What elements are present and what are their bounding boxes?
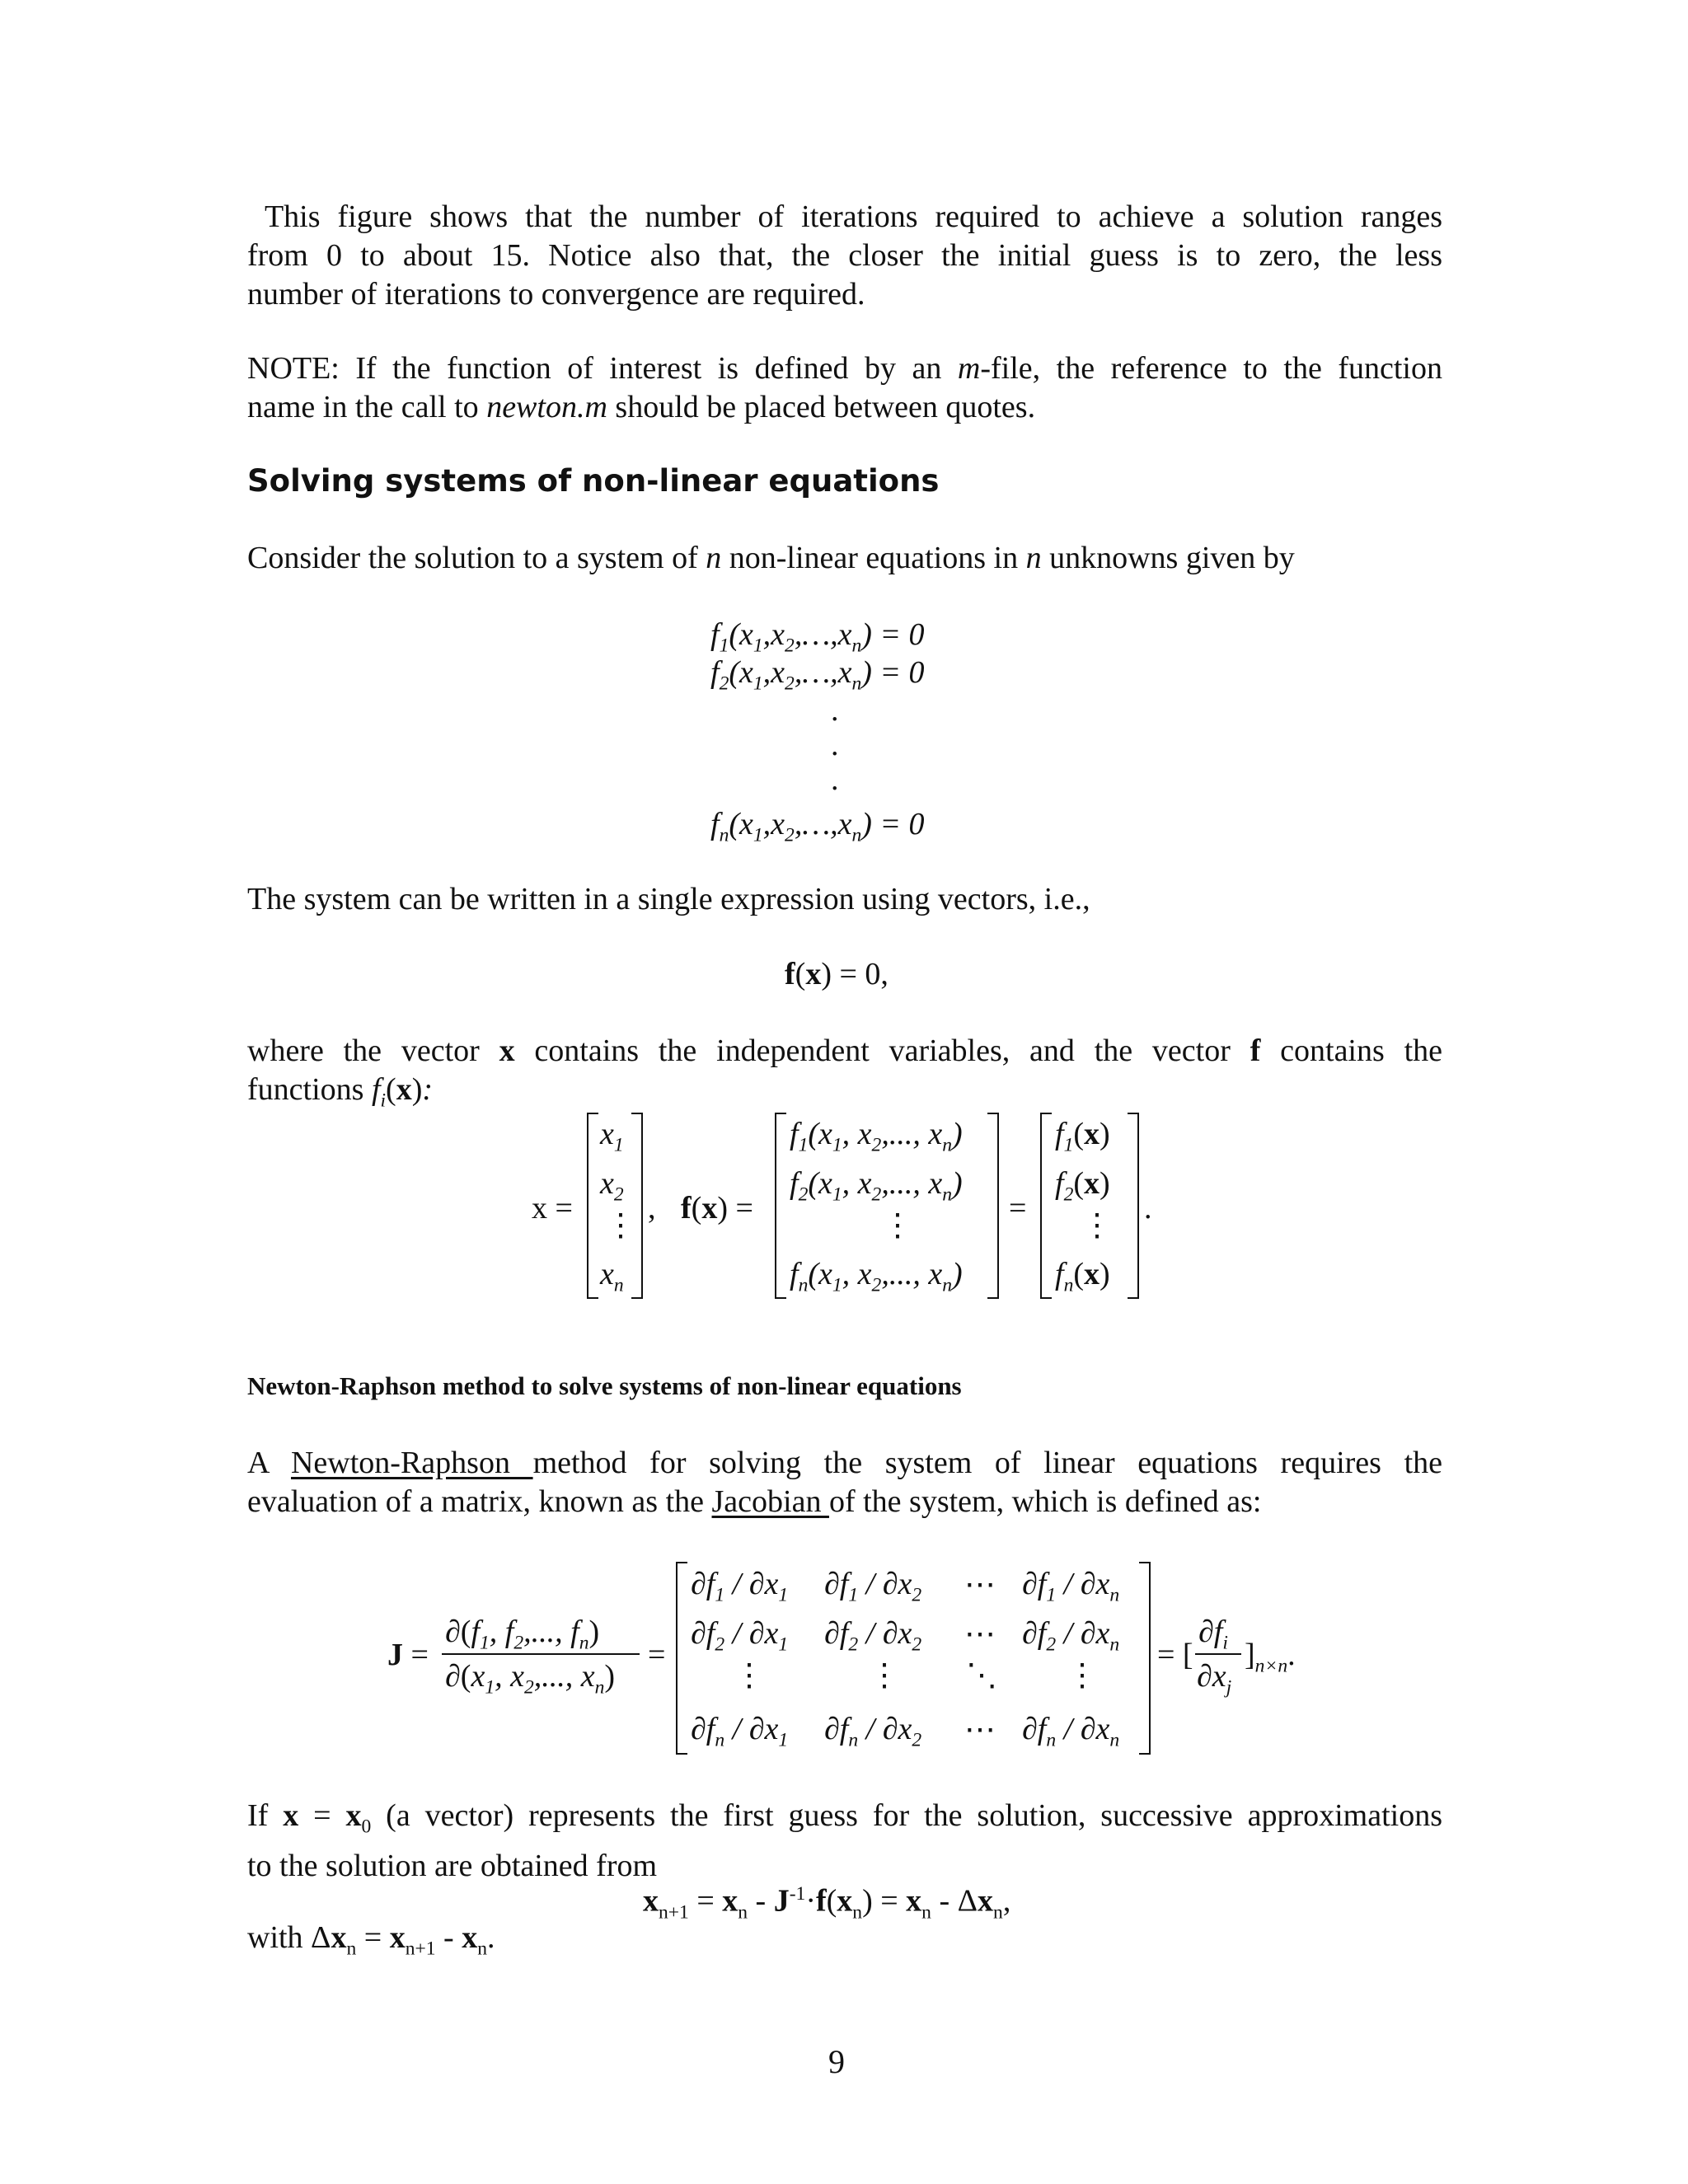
bracket [587,1113,598,1299]
equation-vector-form: f(x) = 0, [785,957,889,991]
bracket [1040,1113,1052,1299]
text-run: should be placed between quotes. [607,390,1036,424]
ellipsis-dot: . [831,693,839,728]
text-run: A [247,1446,291,1480]
ellipsis-dot: . [831,728,839,762]
bracket [1139,1562,1151,1755]
text-run: NOTE: If the function of interest is defined by an [247,351,958,386]
text-run: n [1025,541,1042,575]
paragraph-note [247,349,1442,427]
bracket [775,1113,786,1299]
section-heading: Solving systems of non-linear equations [247,463,940,499]
text-run: contains the independent variables, and the vector [514,1033,1250,1068]
paragraph-first-guess: If $x = x_0$ (a vector) represents the first guess for the solution, successive approximations to the solution are obtained from [247,1798,1442,1883]
page-number: 9 [828,2043,845,2080]
text-run: unknowns given by [1041,541,1295,575]
text-run: of the system, which is defined as: [828,1484,1262,1519]
document-page: This figure shows that the number of iterations required to achieve a solution ranges from 0 to about 15. Notice also that, the closer the initial guess is to zero, the less number of iterations to convergence are required. NOTE: If the function of interest is defined by an m-file, the reference to the function name in the call to newton.m should be placed between quotes. Solving systems of non-linear equations Consider the solution to a system of n non-linear equations in n unknowns given by $f_1(x_1,x_2,\dots,x_n) = 0$ $f_2(x_1,x_2,\dots,x_n) = 0$ . . . $f_n(x_1,x_2,\dots,x_n) = 0$ The system can be written in a single expression using vectors, i.e., f(x) = 0, where the vector x contains the independent variables, and the vector f contains the functions $f_i(x)$: x = $x_1$ $x_2$ ⋮ $x_n$ , f(x) = $f_1(x_1$, $x_2$,..., $x_n$) $f_2(x_1$, $x_2$,..., $x_n$) ⋮ $f_n(x_1$, $x_2$,..., $x_n$) = $f_1(x)$ $f_2(x)$ ⋮ $f_n(x)$ . Newton-Raphson method to solve systems of non-linear equations A Newton-Raphson method for solving the system of linear equations requires the evaluation of a matrix, known as the Jacobian of the system, which is defined as: J = $\partial(f_1$, $f_2$,..., $f_n$) $\partial(x_1$, $x_2$,..., $x_n$) = $\partial f_1 / \partial x_1$ $\partial f_1 / \partial x_2$ ⋯ $\partial f_1 / \partial x_n$ $\partial f_2 / \partial x_1$ $\partial f_2 / \partial x_2$ ⋯ $\partial f_2 / \partial x_n$ ⋮ ⋮ ⋱ ⋮ $\partial f_n / \partial x_1$ $\partial f_n / \partial x_2$ ⋯ $\partial f_n / \partial x_n$ = [ $\partial f_i$ $\partial x_j$ ]$_{n\times n}$. If $x = x_0$ (a vector) represents the first guess for the solution, successive approximations to the solution are obtained from $x_{n+1} = x_n - J^{-1}\cdot f(x_n) = x_n - \Delta x_n$, with $\Delta x_n = x_{n+1} - x_n$. 9 [247,199,1443,2080]
text-run: contains the [1260,1033,1443,1068]
bracket [676,1562,687,1755]
text-run: Consider the solution to a system of [247,541,706,575]
text-run: = 0 [871,655,925,690]
text-run: The system can be written in a single expression using vectors, i.e., [247,882,1090,916]
text-run: to the solution are obtained from [247,1848,658,1883]
bracket [631,1113,643,1299]
equation-fn: $f_n(x_1,x_2,\dots,x_n) = 0$ [710,807,925,846]
text-run: n [706,541,722,575]
text-run: name in the call to [247,390,487,424]
text-run: (x [729,617,753,652]
text-run: functions [247,1072,372,1107]
fraction-bar [1195,1653,1241,1655]
text-run: = 0 [871,617,925,652]
text-run: with Δ [247,1920,331,1955]
text-run: = 0 [871,807,925,841]
jacobian-link[interactable]: Jacobian [711,1484,829,1519]
text-run: -file, the reference to the function [980,351,1442,386]
equation-f1: $f_1(x_1,x_2,\dots,x_n) = 0$ [710,617,925,657]
subsection-heading: Newton-Raphson method to solve systems of non-linear equations [247,1371,962,1400]
text-run: where the vector [247,1033,499,1068]
text-run: method for solving the system of linear equations requires the [532,1446,1442,1480]
text-run: (a vector) represents the first guess for the solution, successive approximations [371,1798,1442,1833]
newton-raphson-link[interactable]: Newton-Raphson [290,1446,533,1480]
bracket [987,1113,999,1299]
paragraph-where-vector: where the vector x contains the independent variables, and the vector f contains the functions $f_i(x)$: [247,1033,1443,1112]
text-run: newton.m [486,390,607,424]
text-run: If [247,1798,284,1833]
text-run: non-linear equations in [721,541,1026,575]
x-label: x = [532,1191,573,1226]
text-run: f [1250,1033,1261,1068]
text-run: evaluation of a matrix, known as the [247,1484,712,1519]
paragraph-system-vector [247,880,1442,919]
paragraph-newton-raphson [247,1444,1442,1521]
ellipsis-dot: . [831,762,839,797]
equation-newton-update: $x_{n+1} = x_n - J^{-1}\cdot f(x_n) = x_n - \Delta x_n$, [643,1883,1011,1924]
paragraph-delta: with $\Delta x_n = x_{n+1} - x_n$. [247,1920,495,1960]
text-line: from 0 to about 15. Notice also that, the closer the initial guess is to zero, the less [247,238,1442,273]
equation-f2: $f_2(x_1,x_2,\dots,x_n) = 0$ [710,655,925,695]
fraction-bar [442,1653,640,1655]
paragraph-iterations [247,198,1442,314]
text-run: m [957,351,981,386]
text-line: This figure shows that the number of iterations required to achieve a solution ranges [264,199,1442,234]
text-run: x [499,1033,515,1068]
paragraph-consider [247,539,1442,578]
text-run: (x [729,655,753,690]
bracket [1128,1113,1139,1299]
text-run: (x [729,807,753,841]
text-line: number of iterations to convergence are required. [247,277,865,312]
